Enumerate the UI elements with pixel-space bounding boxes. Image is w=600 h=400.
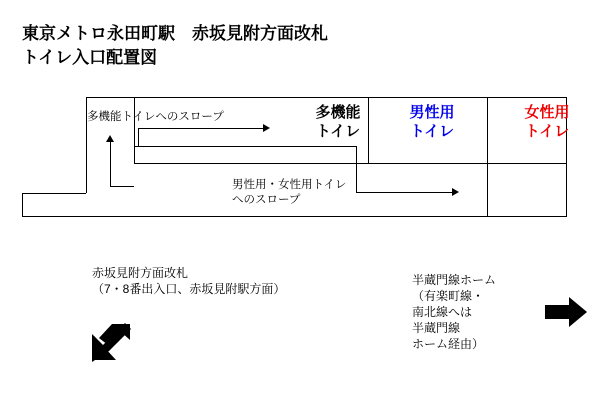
slope-multi-route-line: [138, 128, 263, 129]
room-label-multi-purpose-line2: トイレ: [315, 123, 361, 140]
wall-top: [86, 97, 567, 98]
room-label-multi-purpose: [278, 103, 398, 141]
wall-corridor-right: [134, 97, 135, 163]
caption-right-line2: （有楽町線・: [412, 289, 485, 303]
caption-left-line2: （7・8番出入口、赤坂見附駅方面）: [92, 282, 286, 296]
note-slope-to-mens-womens: [232, 178, 346, 208]
slope-multi-arrowhead-icon: [263, 124, 270, 132]
slope-mens-womens-arrowhead-icon: [452, 188, 459, 196]
room-label-womens-line1: 女性用: [524, 104, 570, 121]
page-title-line1: 東京メトロ永田町駅 赤坂見附方面改札: [22, 24, 328, 43]
caption-right-line3: 南北線へは: [412, 305, 473, 319]
caption-right: [412, 272, 496, 352]
slope-mens-womens-route-top: [134, 146, 356, 147]
slope-mens-womens-route-riser: [356, 146, 357, 192]
corridor-up-route-line: [110, 141, 111, 186]
wall-left-outer: [22, 193, 23, 217]
arrow-right-icon: [545, 295, 589, 329]
room-label-womens: [497, 103, 597, 141]
caption-left-line1: 赤坂見附方面改札: [92, 266, 189, 280]
room-label-mens-line2: トイレ: [409, 123, 455, 140]
caption-right-line1: 半蔵門線ホーム: [412, 273, 497, 287]
note-slope-mens-womens-line1: 男性用・女性用トイレ: [232, 179, 347, 191]
caption-right-line4: 半蔵門線: [412, 321, 461, 335]
page-title-line2: トイレ入口配置図: [22, 48, 158, 67]
room-label-mens-line1: 男性用: [409, 104, 455, 121]
corridor-branch-line: [110, 186, 134, 187]
caption-left: [92, 265, 285, 297]
room-label-womens-line2: トイレ: [524, 123, 570, 140]
arrow-down-left-icon: [90, 318, 136, 364]
wall-left-step: [22, 193, 86, 194]
note-slope-mens-womens-line2: へのスロープ: [232, 194, 301, 206]
slope-mens-womens-route-line: [356, 192, 454, 193]
note-slope-to-multi: 多機能トイレへのスロープ: [87, 111, 224, 123]
corridor-up-arrowhead-icon: [106, 135, 114, 142]
wall-divider-mens-womens: [487, 97, 488, 217]
wall-toilet-bottom: [134, 163, 567, 164]
wall-bottom-outer: [22, 216, 567, 217]
slope-multi-route-drop: [138, 128, 139, 146]
caption-right-line5: ホーム経由）: [412, 337, 485, 351]
room-label-multi-purpose-line1: 多機能: [315, 104, 361, 121]
room-label-mens: [382, 103, 482, 141]
